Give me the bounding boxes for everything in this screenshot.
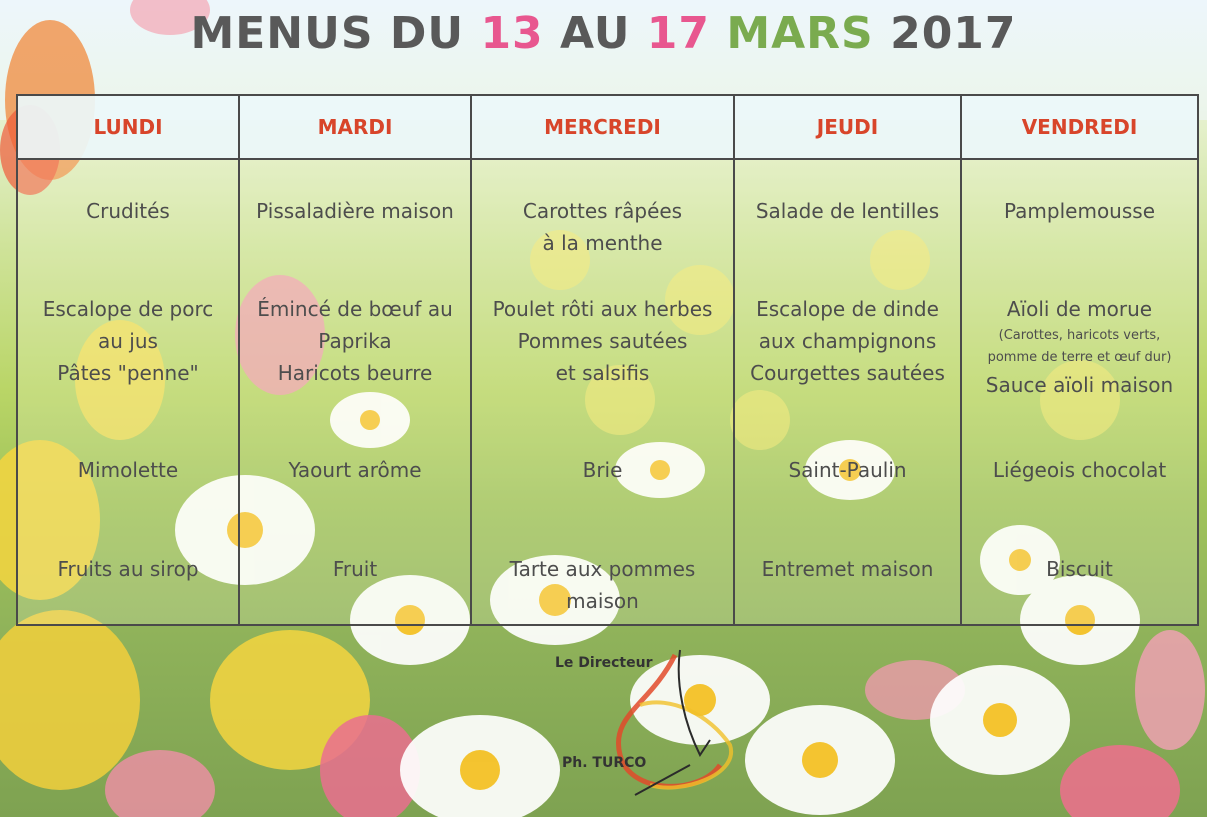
entree bbox=[473, 195, 732, 259]
day-column-vendredi bbox=[961, 159, 1198, 625]
menu-table bbox=[16, 94, 1199, 626]
dessert bbox=[19, 553, 237, 585]
menu-line: Liégeois chocolat bbox=[992, 458, 1167, 482]
menu-line: Pommes sautées bbox=[517, 329, 688, 353]
menu-line: Sauce aïoli maison bbox=[985, 373, 1174, 397]
menu-line: Émincé de bœuf au bbox=[257, 297, 453, 321]
title-day-end: 17 bbox=[646, 8, 710, 59]
day-header-mardi: MARDI bbox=[239, 95, 471, 159]
menu-line: Escalope de porc bbox=[42, 297, 214, 321]
day-header-vendredi: VENDREDI bbox=[961, 95, 1198, 159]
day-column-lundi bbox=[17, 159, 239, 625]
menu-line: Pissaladière maison bbox=[256, 199, 454, 223]
entree bbox=[241, 195, 469, 227]
fromage bbox=[19, 454, 237, 486]
fromage bbox=[736, 454, 959, 486]
menu-line: Brie bbox=[582, 458, 623, 482]
plat bbox=[473, 293, 732, 389]
menu-line: Carottes râpées bbox=[522, 199, 683, 223]
menu-line: aux champignons bbox=[758, 329, 937, 353]
page-title bbox=[0, 6, 1207, 62]
signature-block bbox=[520, 645, 780, 815]
signature-name: Ph. TURCO bbox=[562, 755, 647, 771]
title-prefix: MENUS DU bbox=[190, 8, 465, 59]
menu-line: Saint-Paulin bbox=[788, 458, 907, 482]
plat bbox=[19, 293, 237, 389]
menu-line: Crudités bbox=[86, 199, 170, 223]
menu-line: maison bbox=[566, 589, 639, 613]
menu-line: et salsifis bbox=[555, 361, 650, 385]
menu-line: Yaourt arôme bbox=[288, 458, 422, 482]
menu-line: Biscuit bbox=[1046, 557, 1113, 581]
entree bbox=[963, 195, 1196, 227]
menu-line: Entremet maison bbox=[761, 557, 934, 581]
signature-scribble bbox=[580, 645, 750, 810]
dessert bbox=[241, 553, 469, 585]
day-header-lundi: LUNDI bbox=[17, 95, 239, 159]
plat-note: pomme de terre et œuf dur) bbox=[987, 350, 1172, 365]
menu-line: Pamplemousse bbox=[1004, 199, 1155, 223]
day-header-jeudi: JEUDI bbox=[734, 95, 961, 159]
entree bbox=[736, 195, 959, 227]
plat bbox=[241, 293, 469, 389]
menu-line: à la menthe bbox=[542, 231, 663, 255]
menu-line: Fruit bbox=[332, 557, 378, 581]
day-column-mardi bbox=[239, 159, 471, 625]
plat bbox=[963, 293, 1196, 401]
menu-line: Pâtes "penne" bbox=[57, 361, 199, 385]
menu-line: Poulet rôti aux herbes bbox=[492, 297, 713, 321]
menu-body-row bbox=[17, 159, 1198, 625]
dessert bbox=[963, 553, 1196, 585]
menu-line: Haricots beurre bbox=[277, 361, 433, 385]
title-month: MARS bbox=[726, 8, 874, 59]
title-year: 2017 bbox=[890, 8, 1017, 59]
fromage bbox=[473, 454, 732, 486]
day-header-row bbox=[17, 95, 1198, 159]
title-mid: AU bbox=[560, 8, 631, 59]
menu-line: Aïoli de morue bbox=[1006, 297, 1153, 321]
menu-line: au jus bbox=[98, 329, 158, 353]
fromage bbox=[241, 454, 469, 486]
menu-line: Fruits au sirop bbox=[57, 557, 199, 581]
dessert bbox=[473, 553, 732, 617]
menu-line: Escalope de dinde bbox=[756, 297, 939, 321]
day-column-mercredi bbox=[471, 159, 734, 625]
menu-line: Tarte aux pommes bbox=[509, 557, 696, 581]
day-column-jeudi bbox=[734, 159, 961, 625]
menu-line: Paprika bbox=[318, 329, 392, 353]
title-day-start: 13 bbox=[480, 8, 544, 59]
menu-line: Mimolette bbox=[77, 458, 179, 482]
menu-line: Courgettes sautées bbox=[750, 361, 945, 385]
plat bbox=[736, 293, 959, 389]
entree bbox=[19, 195, 237, 227]
dessert bbox=[736, 553, 959, 585]
fromage bbox=[963, 454, 1196, 486]
plat-note: (Carottes, haricots verts, bbox=[998, 328, 1161, 343]
day-header-mercredi: MERCREDI bbox=[471, 95, 734, 159]
signature-role: Le Directeur bbox=[555, 655, 653, 671]
menu-line: Salade de lentilles bbox=[755, 199, 940, 223]
